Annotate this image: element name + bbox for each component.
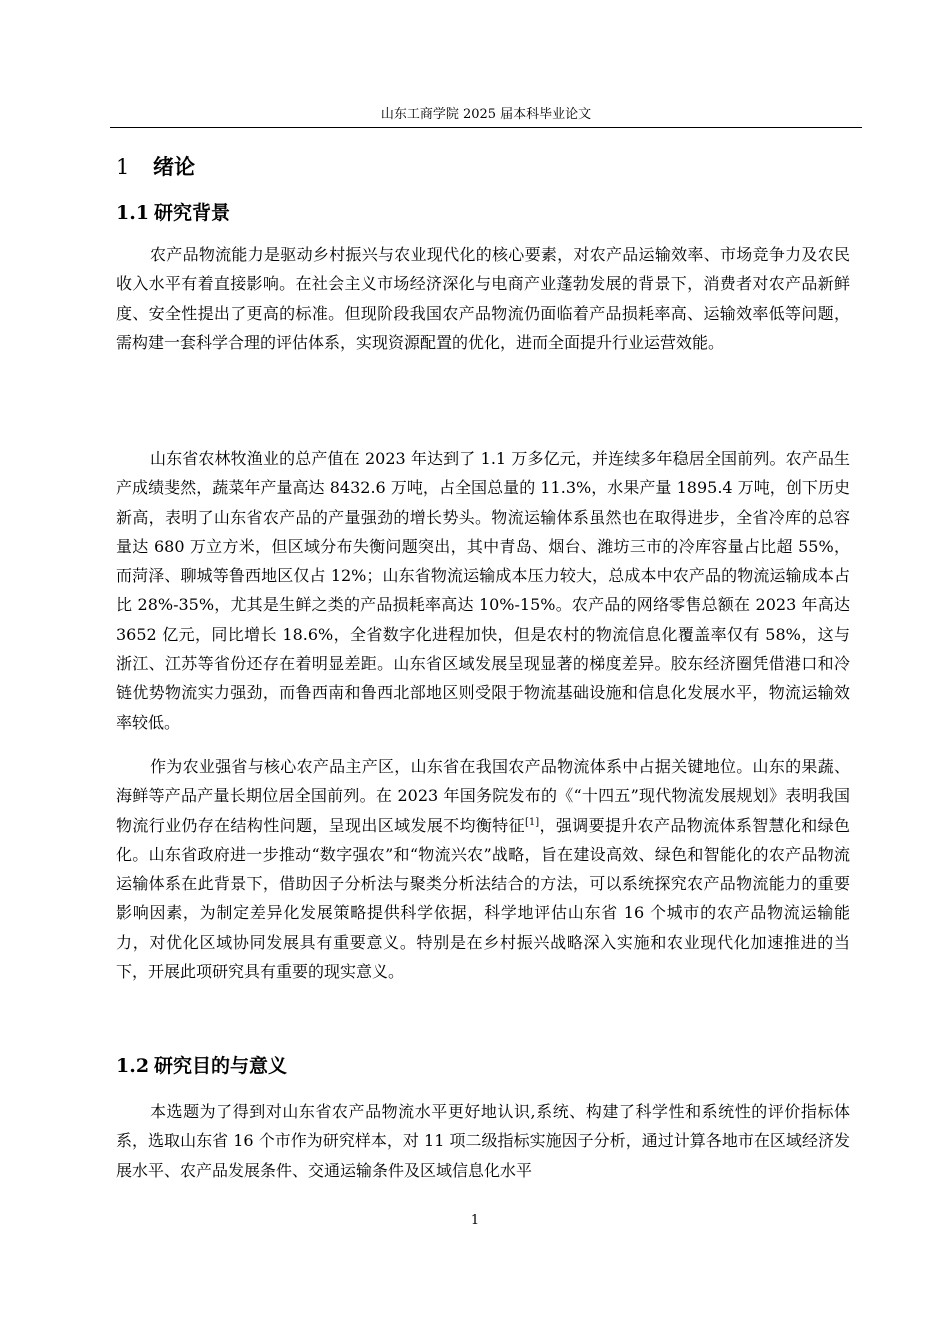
paragraph — [116, 752, 850, 986]
chapter-number: 1 — [116, 155, 130, 179]
header-rule — [110, 127, 862, 128]
section-heading-1-2 — [116, 1052, 287, 1080]
chapter-title: 绪论 — [153, 154, 195, 179]
section-title: 研究背景 — [154, 202, 231, 224]
paragraph-text: 作为农业强省与核心农产品主产区，山东省在我国农产品物流体系中占据关键地位。山东的果蔬、海鲜等产品产量长期位居全国前列。在 2023 年国务院发布的《“十四五”现代物流发展规划》表明我国物流行业仍存在结构性问题，呈现出区域发展不均衡特征 — [116, 757, 850, 835]
page-number: 1 — [470, 1213, 480, 1228]
section-number: 1.1 — [116, 202, 150, 224]
running-header: 山东工商学院 2025 届本科毕业论文 — [380, 107, 592, 122]
paragraph: 本选题为了得到对山东省农产品物流水平更好地认识,系统、构建了科学性和系统性的评价指标体系，选取山东省 16 个市作为研究样本，对 11 项二级指标实施因子分析，通过计算各地市在区域经济发展水平、农产品发展条件、交通运输条件及区域信息化水平 — [116, 1102, 850, 1180]
paragraph: 农产品物流能力是驱动乡村振兴与农业现代化的核心要素，对农产品运输效率、市场竞争力及农民收入水平有着直接影响。在社会主义市场经济深化与电商产业蓬勃发展的背景下，消费者对农产品新鲜度、安全性提出了更高的标准。但现阶段我国农产品物流仍面临着产品损耗率高、运输效率低等问题，需构建一套科学合理的评估体系，实现资源配置的优化，进而全面提升行业运营效能。 — [116, 245, 850, 352]
paragraph-text: ，强调要提升农产品物流体系智慧化和绿色化。山东省政府进一步推动“数字强农”和“物流兴农”战略，旨在建设高效、绿色和智能化的农产品物流运输体系在此背景下，借助因子分析法与聚类分析法结合的方法，可以系统探究农产品物流能力的重要影响因素，为制定差异化发展策略提供科学依据，科学地评估山东省 16 个城市的农产品物流运输能力，对优化区域协同发展具有重要意义。特别是在乡村振兴战略深入实施和农业现代化加速推进的当下，开展此项研究具有重要的现实意义。 — [116, 815, 850, 982]
chapter-heading — [116, 152, 195, 182]
paragraph: 山东省农林牧渔业的总产值在 2023 年达到了 1.1 万多亿元，并连续多年稳居全国前列。农产品生产成绩斐然，蔬菜年产量高达 8432.6 万吨，占全国总量的 11.3%，水果产量 1895.4 万吨，创下历史新高，表明了山东省农产品的产量强劲的增长势头。物流运输体系虽然也在取得进步，全省冷库的总容量达 680 万立方米，但区域分布失衡问题突出，其中青岛、烟台、潍坊三市的冷库容量占比超 55%，而菏泽、聊城等鲁西地区仅占 12%；山东省物流运输成本压力较大，总成本中农产品的物流运输成本占比 28%-35%，尤其是生鲜之类的产品损耗率高达 10%-15%。农产品的网络零售总额在 2023 年高达 3652 亿元，同比增长 18.6%，全省数字化进程加快，但是农村的物流信息化覆盖率仅有 58%，这与浙江、江苏等省份还存在着明显差距。山东省区域发展呈现显著的梯度差异。胶东经济圈凭借港口和冷链优势物流实力强劲，而鲁西南和鲁西北部地区则受限于物流基础设施和信息化发展水平，物流运输效率较低。 — [116, 449, 850, 732]
section-title: 研究目的与意义 — [154, 1055, 288, 1077]
citation-link[interactable]: [1] — [524, 816, 540, 828]
section-number: 1.2 — [116, 1055, 150, 1077]
section-heading-1-1 — [116, 199, 230, 227]
